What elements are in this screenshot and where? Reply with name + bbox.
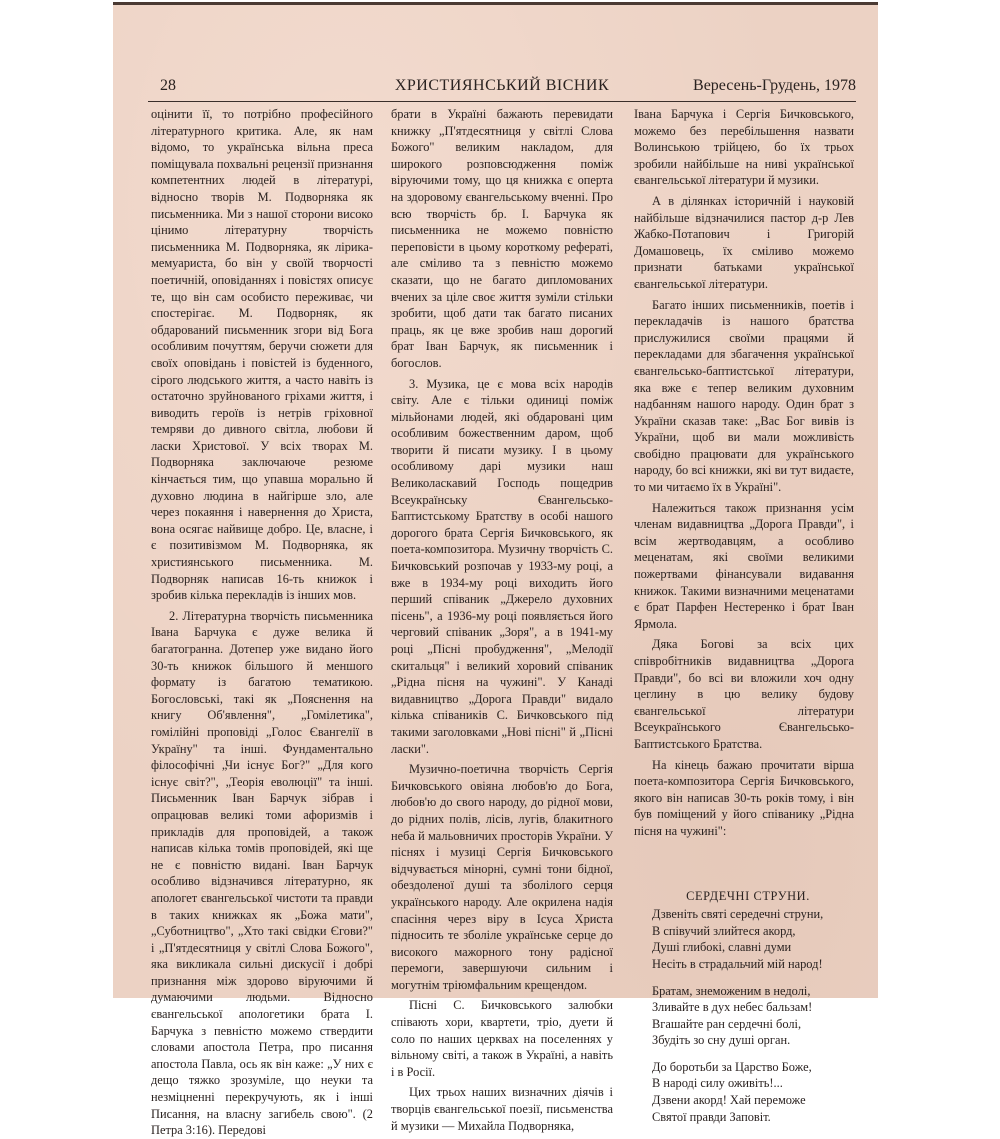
magazine-page	[113, 2, 878, 1138]
poem-line: Братам, знеможеним в недолі,	[652, 983, 811, 998]
paragraph: Дяка Богові за всіх цих співробітників видавництва „Дорога Правди", бо всі ви вложили хоч одну цеглину в цю велику будову євангельської літератури Всеукраїнського Євангельсько-Баптистського Братства.	[634, 637, 854, 751]
poem-stanza	[652, 1059, 854, 1125]
poem-stanza	[652, 906, 854, 972]
header-rule	[148, 101, 856, 102]
poem-line: Вгашайте ран сердечні болі,	[652, 1016, 802, 1031]
paragraph: Пісні С. Бичковського залюбки співають хори, квартети, тріо, дуети й соло по наших церквах на поселеннях у вільному світі, а також в Україні, а навіть і в Росії.	[391, 998, 613, 1079]
poem-line: Зливайте в дух небес бальзам!	[652, 1000, 813, 1015]
poem-line: Святої правди Заповіт.	[652, 1109, 771, 1124]
poem-line: Дзвеніть святі середечні струни,	[652, 907, 824, 922]
issue-date: Вересень-Грудень, 1978	[693, 77, 856, 94]
paragraph: Належиться також признання усім членам видавництва „Дорога Правди", і всім жертводавцям, а особливо меценатам, які своїми великими пожертвами фінансували видавання книжок. Такими визначними меценатами є брат Парфен Нестеренко і брат Іван Ярмола.	[634, 500, 854, 631]
poem-line: До боротьби за Царство Боже,	[652, 1059, 812, 1074]
poem-line: В співучий злийтеся акорд,	[652, 923, 796, 938]
paragraph: оцінити її, то потрібно професійного літературного критика. Але, як нам відомо, то українська вільна преса поміщувала похвальні рецензії признання компетентних людей в літературі, відносно творів М. Подворняка як письменника. Ми з нашої сторони високо цінимо літературну творчість письменника М. Подворняка, як лірика-мемуариста, бо він у своїй творчості поетичній, оповіданнях і повістях описує те, що він сам особисто переживає, чи спостерігає. М. Подворняк, як обдарований письменник згори від Бога особливим почуттям, беручи сюжети для своїх оповідань і повістей із буденного, сірого людського життя, а часто навіть із остаточно зруйнованого гріхами життя, і виводить героїв із нетрів гріховної темряви до дивного світла, любови й ласки Христової. У всіх творах М. Подворняка заключаюче резюме кінчається тим, що упавша морально й духовно людина в найгірше зло, але через покаяння і навернення до Христа, вона осягає найвище добро. Це, власне, і є позитивізмом М. Подворняка, як християнського письменника. М. Подворняк написав 16-ть книжок і зробив кілька перекладів із інших мов.	[151, 107, 373, 603]
poem	[634, 888, 854, 1126]
poem-line: В народі силу оживіть!...	[652, 1076, 783, 1091]
poem-stanza	[652, 983, 854, 1049]
poem-line: Несіть в страдальчий мій народ!	[652, 956, 823, 971]
paragraph: 2. Літературна творчість письменника Івана Барчука є дуже велика й багатогранна. Дотепер уже видано його 30-ть книжок більшого й меншого формату із багатою тематикою. Богословські, такі як „Пояснення на книгу Об'явлення", „Гомілетика", гомілійні проповіді „Голос Євангелії в Україну" та інші. Фундаментально філософічні „Чи існує Бог?" „Для кого існує світ?", „Теорія еволюції" та інші. Письменник Іван Барчук зібрав і опрацював великі томи афоризмів і прикладів для проповідей, а також написав кілька томів проповідей, які ще не є повністю видані. Іван Барчук особливо відзначився літературно, як апологет євангельської чистоти та правди в таких книжках як „Божа мати", „Суботництво", „Хто такі свідки Єгови?" і „П'ятдесятниця у світлі Слова Божого", яка викликала сильні дискусії і добрі признання між здорово віруючими й думаючими людьми. Відносно євангельської апологетики брата І. Барчука з певністю можемо ствердити словами апостола Петра, про писання апостола Павла, ось як він каже: „У них є дещо тяжко зрозуміле, що неуки та незміцненні перекручують, як і інші Писання, на власну загибель свою". (2 Петра 3:16). Передові	[151, 608, 373, 1138]
poem-line: Збудіть зо сну душі орган.	[652, 1033, 791, 1048]
journal-title: ХРИСТИЯНСЬКИЙ ВІСНИК	[394, 77, 610, 94]
running-header	[148, 75, 856, 97]
page-number: 28	[160, 77, 176, 94]
paragraph: На кінець бажаю прочитати вірша поета-композитора Сергія Бичковського, якого він написав 30-ть років тому, і він був поміщений у його співанику „Рідна пісня на чужині":	[634, 757, 854, 838]
paragraph: 3. Музика, це є мова всіх народів світу. Але є тільки одиниці поміж мільйонами людей, які обдаровані цим особливим божественним даром, щоб творити й писати музику. І в цьому особливому дарі музики наш Великоласкавий Господь пощедрив Всеукраїнську Євангельсько-Баптистському Братству в особі нашого дорогого брата Сергія Бичковського, як поета-композитора. Музичну творчість С. Бичковський розпочав у 1933-му році, а вже в 1934-му році виходить його перший співаник „Джерело духовних пісень", а 1936-му році появляється його черговий співаник „Зоря", а в 1941-му році „Пісні пробудження", „Мелодії скитальця" і великий хоровий співаник „Рідна пісня на чужині". У Канаді видавництво „Дорога Правди" видало кілька співаників С. Бичковського під такими заголовками „Нові пісні" й „Пісні ласки".	[391, 376, 613, 756]
column-2	[391, 106, 613, 1134]
column-3	[634, 106, 854, 1135]
paragraph: Музично-поетична творчість Сергія Бичковського овіяна любов'ю до Бога, любов'ю до свого народу, до рідної мови, до рідних полів, лісів, лугів, блакитного неба й мальовничих просторів України. У піснях і музиці Сергія Бичковського відчувається мінорні, сумні тони бідної, обездоленої душі та зболілого серця українського народу. Але окрилена надія спасіння через віру в Ісуса Христа підносить те зболіле українське серце до високого мажорного тону радісної перемоги, завершуючи сильним і могутнім тріюмфальним крещендом.	[391, 762, 613, 992]
poem-line: Душі глибокі, славні думи	[652, 940, 792, 955]
paragraph: А в ділянках історичній і науковій найбільше відзначилися пастор д-р Лев Жабко-Потапович і Григорій Домашовець, їх сміливо можемо признати батьками української євангельської літератури.	[634, 193, 854, 291]
paragraph: брати в Україні бажають перевидати книжку „П'ятдесятниця у світлі Слова Божого" великим накладом, для широкого розповсюдження поміж віруючими тому, що ця книжка є оперта на здоровому євангельському вченні. Про всю творчість бр. І. Барчука як письменника не можемо повністю переповісти в цьому короткому рефераті, але сміливо та з певністю можемо сказати, що не багато дипломованих вчених за ціле своє життя зуміли стільки зробити, щоб дати так багато писаних праць, як це вже зробив наш дорогий брат Іван Барчук, як письменник і богослов.	[391, 107, 613, 370]
poem-line: Дзвени акорд! Хай переможе	[652, 1093, 806, 1108]
column-1	[151, 106, 373, 1139]
poem-title: СЕРДЕЧНІ СТРУНИ.	[686, 888, 810, 903]
paragraph: Івана Барчука і Сергія Бичковського, можемо без перебільшення назвати Волинською трійцею, бо їх трьох зробили найбільше на ниві української євангельської літератури й музики.	[634, 107, 854, 188]
paragraph: Багато інших письменників, поетів і перекладачів із нашого братства прислужилися своїми працями й перекладами для збагачення української євангельсько-баптистської літератури, яка вже є тепер великим духовним надбанням нашого народу. Один брат з України сказав таке: „Вас Бог вивів із України, щоб ви мали можливість свобідно працювати для українського народу, бо всі книжки, які ви тут видаєте, то ми читаємо їх в Україні".	[634, 297, 854, 495]
article-body	[151, 106, 854, 1138]
paragraph: Цих трьох наших визначних діячів і творців євангельської поезії, письменства й музики — Михайла Подворняка,	[391, 1085, 613, 1133]
